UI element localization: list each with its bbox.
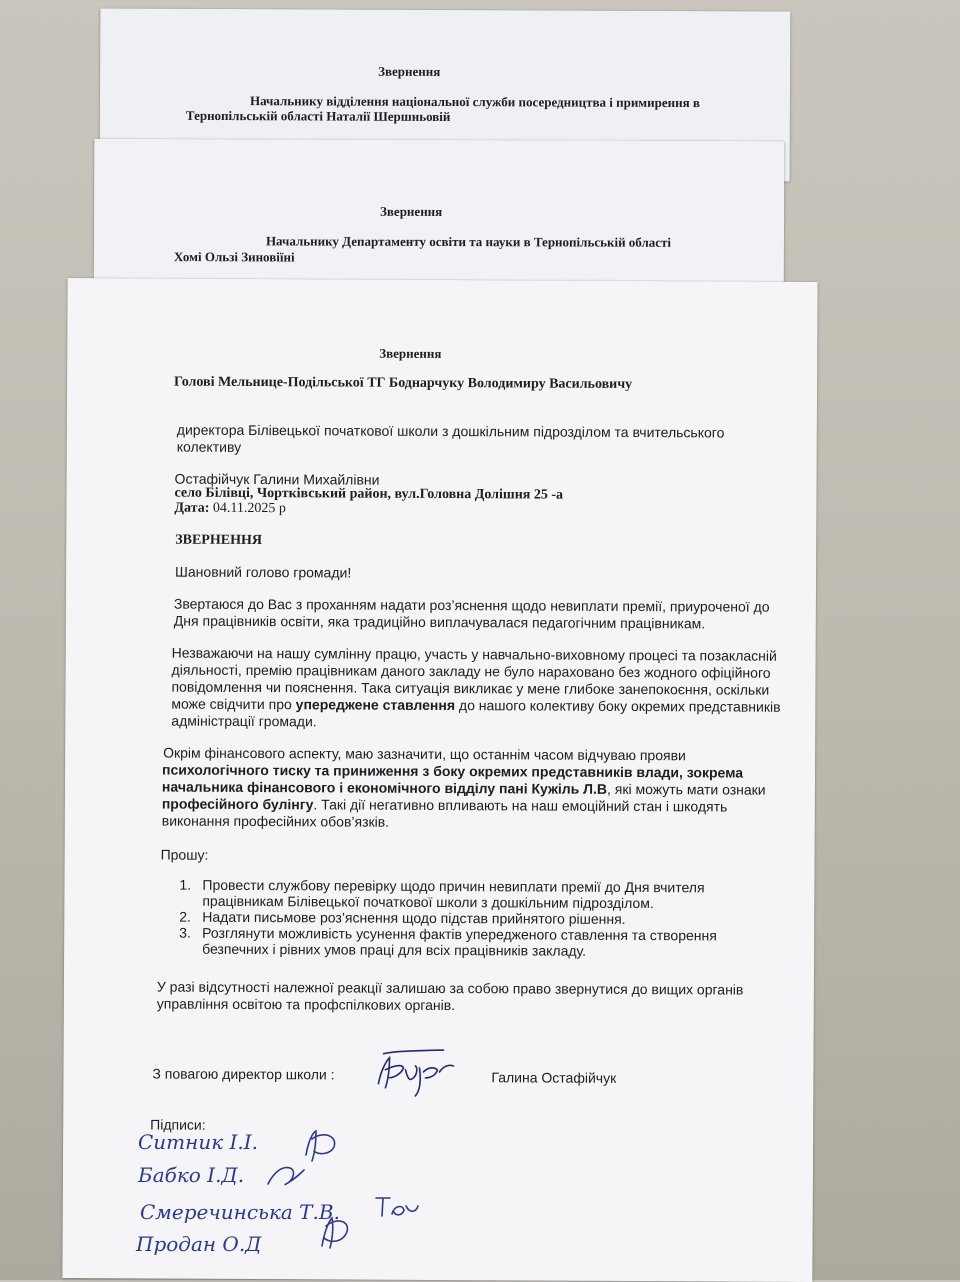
list-item: [179, 925, 739, 960]
signature-mark-2-icon: [262, 1158, 312, 1194]
paragraph-3-line-2: психологічного тиску та приниження з боку окремих представників влади, зокрема: [162, 761, 744, 781]
letter-title: Звернення: [379, 345, 442, 362]
p2-line4-emphasis: упереджене ставлення: [295, 696, 456, 714]
handwritten-signature-1: Ситник І.І.: [138, 1130, 259, 1154]
request-label: Прошу:: [160, 846, 209, 863]
paragraph-2-line-2: діяльності, премію працівникам даного закладу не було нараховано без жодного офіційного: [171, 661, 771, 681]
sheet1-title: Звернення: [378, 63, 441, 79]
director-signature-icon: [363, 1048, 473, 1101]
list-item-number: 2.: [179, 908, 192, 925]
paragraph-2-line-5: адміністрації громади.: [171, 712, 317, 730]
date-label: Дата:: [174, 500, 210, 516]
list-item-line: Надати письмове роз’яснення щодо підстав прийнятого рішення.: [202, 908, 626, 927]
signature-mark-3-icon: [372, 1192, 422, 1222]
sheet1-addressee-line2: Тернопільській області Наталії Шершньовій: [185, 107, 451, 125]
list-item-line: Розглянути можливість усунення фактів упередженого ставлення та створення: [202, 924, 717, 944]
sender-address: село Білівці, Чортківський район, вул.Головна Долішня 25 -а: [174, 485, 564, 503]
paragraph-1-line-1: Звертаюся до Вас з проханням надати роз’яснення щодо невиплати премії, приуроченої до: [173, 595, 770, 615]
handwritten-signature-2: Бабко І.Д.: [138, 1163, 245, 1187]
paragraph-3-line-1: Окрім фінансового аспекту, маю зазначити, що останнім часом відчуваю прояви: [163, 744, 686, 764]
sheet2-title: Звернення: [380, 203, 443, 220]
paragraph-3-line-5: виконання професійних обов’язків.: [161, 812, 390, 830]
list-item-number: 1.: [179, 876, 192, 893]
signatures-label: Підписи:: [150, 1116, 206, 1133]
sender-role-line1: директора Білівецької початкової школи з дошкільним підрозділом та вчительського: [176, 421, 725, 441]
sheet2-addressee-line2: Хомі Ользі Зиновіїні: [173, 249, 295, 265]
letter-heading: ЗВЕРНЕННЯ: [175, 532, 263, 549]
paragraph-2-line-3: повідомлення чи пояснення. Така ситуація викликає у мене глибоке занепокоєння, оскільки: [171, 678, 770, 698]
regards-label: З повагою директор школи :: [152, 1065, 335, 1083]
letter-date: [174, 501, 286, 518]
sheet2-addressee-line1: Начальнику Департаменту освіти та науки в Тернопільській області: [265, 233, 672, 250]
request-list: [179, 877, 739, 960]
date-value: 04.11.2025 р: [209, 500, 286, 517]
list-item: [179, 877, 739, 912]
closing-line-2: управління освітою та профспілкових органів.: [156, 995, 456, 1014]
p3-line4-emphasis: професійного булінгу: [161, 795, 314, 813]
paragraph-1-line-2: Дня працівників освіти, яка традиційно виплачувалася педагогічним працівникам.: [173, 612, 706, 632]
signer-name: Галина Остафійчук: [491, 1069, 617, 1086]
greeting: Шановний голово громади!: [175, 563, 352, 581]
list-item-number: 3.: [179, 924, 191, 941]
signature-mark-4-icon: [312, 1212, 360, 1252]
sender-name: Остафійчук Галини Михайлівни: [174, 470, 380, 488]
handwritten-signature-4: Продан О.Д: [136, 1232, 262, 1256]
list-item-line: працівникам Білівецької початкової школи з дошкільним підрозділом.: [202, 892, 654, 912]
p2-line4-text-c: до нашого колективу боку окремих представників: [454, 697, 781, 715]
closing-line-1: У разі відсутності належної реакції залишаю за собою право звернутися до вищих органів: [156, 978, 744, 998]
handwritten-signature-3: Смеречинська Т.В.: [140, 1200, 340, 1224]
letter-addressee: Голові Мельнице-Подільської ТГ Боднарчуку Володимиру Васильовичу: [174, 374, 633, 393]
p3-line3-emphasis: начальника фінансового і економічного відділу пані Кужіль Л.В: [161, 778, 608, 797]
list-item-line: Провести службову перевірку щодо причин невиплати премії до Дня вчителя: [202, 876, 705, 896]
p3-line4-text: . Такі дії негативно впливають на наш емоційний стан і шкодять: [313, 796, 728, 815]
paragraph-2-line-1: Незважаючи на нашу сумлінну працю, участь у навчально-виховному процесі та позакласній: [171, 644, 777, 664]
sender-role-line2: колективу: [176, 438, 242, 455]
list-item-line: безпечних і рівних умов праці для всіх працівників закладу.: [202, 940, 587, 959]
p2-line4-text-a: може свідчити про: [171, 695, 296, 713]
sheet1-addressee-line1: Начальнику відділення національної служби посередництва і примирення в: [249, 93, 701, 111]
p3-line3-text: , які можуть мати ознаки: [606, 780, 766, 798]
